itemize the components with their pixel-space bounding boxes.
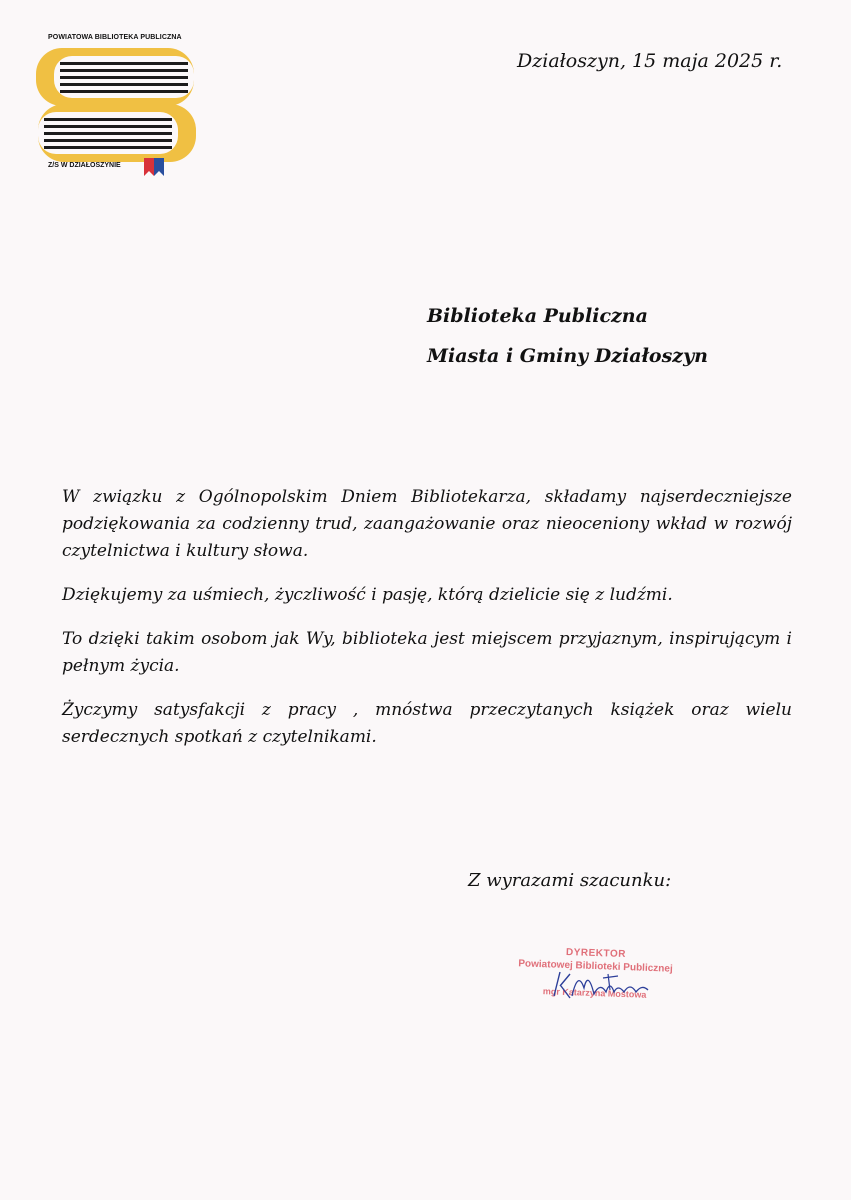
addressee-line-2: Miasta i Gminy Działoszyn	[427, 345, 708, 367]
letter-body	[62, 484, 792, 768]
stamp-name: mgr Katarzyna Mostowa	[542, 986, 647, 1000]
logo-bottom-text: Z/S W DZIAŁOSZYNIE	[48, 162, 121, 169]
addressee-line-1: Biblioteka Publiczna	[427, 305, 648, 327]
handwritten-signature	[548, 966, 658, 1006]
stamp-organization: Powiatowej Biblioteki Publicznej	[518, 958, 673, 975]
library-logo	[30, 28, 205, 178]
addressee-block	[427, 296, 708, 376]
letter-date: Działoszyn, 15 maja 2025 r.	[517, 50, 783, 72]
body-paragraph-4: Życzymy satysfakcji z pracy , mnóstwa przeczytanych książek oraz wielu serdecznych spotkań z czytelnikami.	[62, 700, 792, 747]
body-paragraph-1: W związku z Ogólnopolskim Dniem Bibliotekarza, składamy najserdeczniejsze podziękowania za codzienny trud, zaangażowanie oraz nieoceniony wkład w rozwój czytelnictwa i kultury słowa.	[62, 487, 792, 561]
book-stack-icon	[30, 46, 200, 178]
closing-phrase: Z wyrazami szacunku:	[468, 870, 672, 891]
body-paragraph-3: To dzięki takim osobom jak Wy, biblioteka jest miejscem przyjaznym, inspirującym i pełnym życia.	[62, 629, 792, 676]
stamp-title: DYREKTOR	[565, 946, 627, 961]
logo-top-text: POWIATOWA BIBLIOTEKA PUBLICZNA	[48, 34, 182, 41]
body-paragraph-2: Dziękujemy za uśmiech, życzliwość i pasję, którą dzielicie się z ludźmi.	[62, 585, 673, 605]
